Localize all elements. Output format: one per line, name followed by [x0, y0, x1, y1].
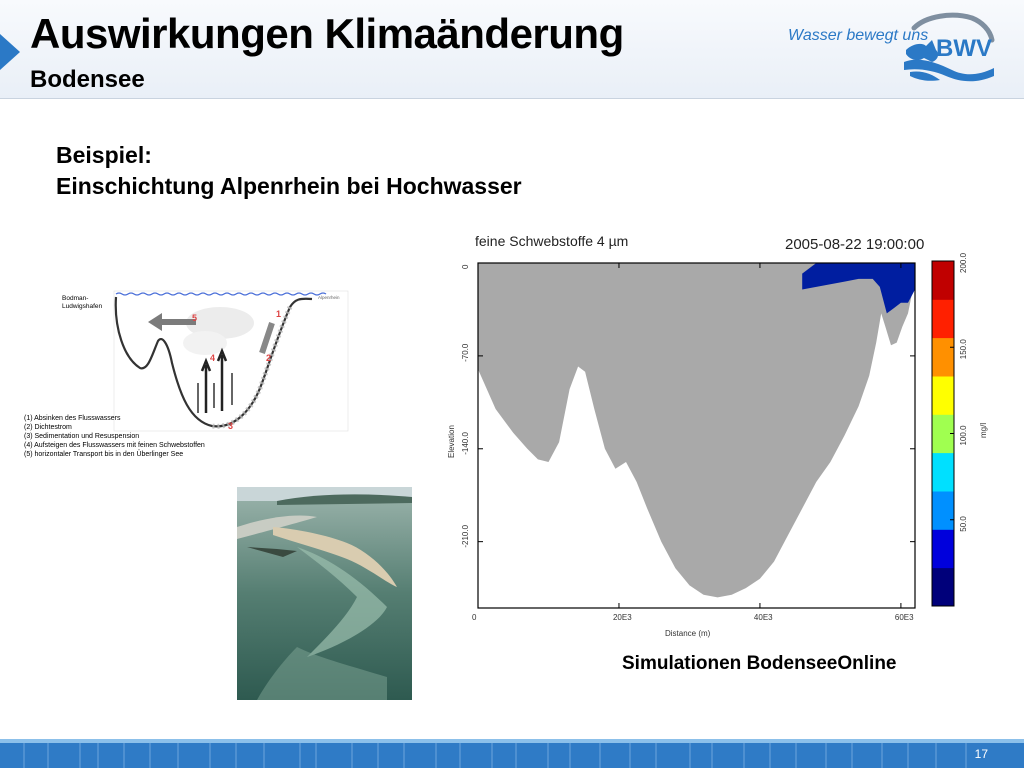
legend-item: (4) Aufsteigen des Flusswassers mit feinen Schwebstoffen: [24, 442, 205, 449]
heading-line-2: Einschichtung Alpenrhein bei Hochwasser: [56, 173, 522, 199]
colorbar-tick-label: 200.0: [959, 252, 968, 273]
title-arrow-icon: [0, 34, 20, 70]
colorbar-unit: mg/l: [979, 422, 988, 438]
legend-item: (2) Dichtestrom: [24, 424, 72, 431]
diagram-label-left-2: Ludwigshafen: [62, 303, 103, 310]
page-title: Auswirkungen Klimaänderung: [30, 10, 624, 57]
colorbar-segment: [932, 491, 954, 530]
y-tick-label: -140.0: [461, 432, 470, 455]
svg-text:3: 3: [228, 421, 234, 431]
logo-slogan: Wasser bewegt uns: [788, 27, 929, 44]
x-tick-label: 20E3: [612, 613, 632, 622]
svg-text:4: 4: [210, 353, 216, 363]
colorbar-segment: [932, 529, 954, 568]
y-tick-label: -210.0: [461, 524, 470, 548]
chart-timestamp: 2005-08-22 19:00:00: [785, 236, 925, 253]
page-subtitle: Bodensee: [30, 66, 145, 93]
slide-header: [0, 0, 1024, 99]
slide-heading: [56, 140, 522, 202]
y-tick-label: 0: [461, 264, 470, 269]
colorbar-segment: [932, 376, 954, 415]
chart-caption: Simulationen BodenseeOnline: [622, 653, 897, 674]
y-tick-label: -70.0: [461, 343, 470, 362]
diagram-label-left-1: Bodman-: [62, 295, 89, 302]
colorbar-tick-label: 150.0: [959, 339, 968, 360]
colorbar-tick-label: 100.0: [959, 425, 968, 446]
svg-text:1: 1: [276, 309, 282, 319]
chart-title: feine Schwebstoffe 4 µm: [475, 233, 629, 249]
page-number: 17: [974, 747, 988, 761]
x-tick-label: 60E3: [894, 613, 914, 622]
bwv-logo: [786, 10, 998, 88]
colorbar-segment: [932, 568, 954, 607]
x-tick-label: 40E3: [753, 613, 773, 622]
slide-footer: [0, 739, 1024, 768]
stratification-diagram: [20, 283, 360, 473]
aerial-photo: [237, 487, 412, 700]
svg-text:2: 2: [266, 353, 272, 363]
colorbar-tick-label: 50.0: [959, 516, 968, 532]
logo-text: BWV: [936, 35, 992, 62]
svg-text:5: 5: [192, 313, 198, 323]
x-tick-label: 0: [472, 613, 477, 622]
colorbar-segment: [932, 299, 954, 338]
legend-item: (1) Absinken des Flusswassers: [24, 415, 121, 422]
colorbar-segment: [932, 453, 954, 492]
heading-line-1: Beispiel:: [56, 142, 152, 168]
x-axis-label: Distance (m): [665, 629, 711, 638]
plot-area: [478, 263, 915, 608]
diagram-label-right: Alpenrhein: [318, 295, 340, 300]
legend-item: (5) horizontaler Transport bis in den Überlinger See: [24, 451, 184, 458]
lake-profile-chart: [440, 228, 988, 644]
legend-item: (3) Sedimentation und Resuspension: [24, 433, 140, 440]
footer-pattern: [0, 743, 1024, 768]
colorbar: [932, 252, 968, 606]
colorbar-segment: [932, 338, 954, 377]
y-axis-label: Elevation: [447, 425, 456, 458]
colorbar-segment: [932, 261, 954, 300]
